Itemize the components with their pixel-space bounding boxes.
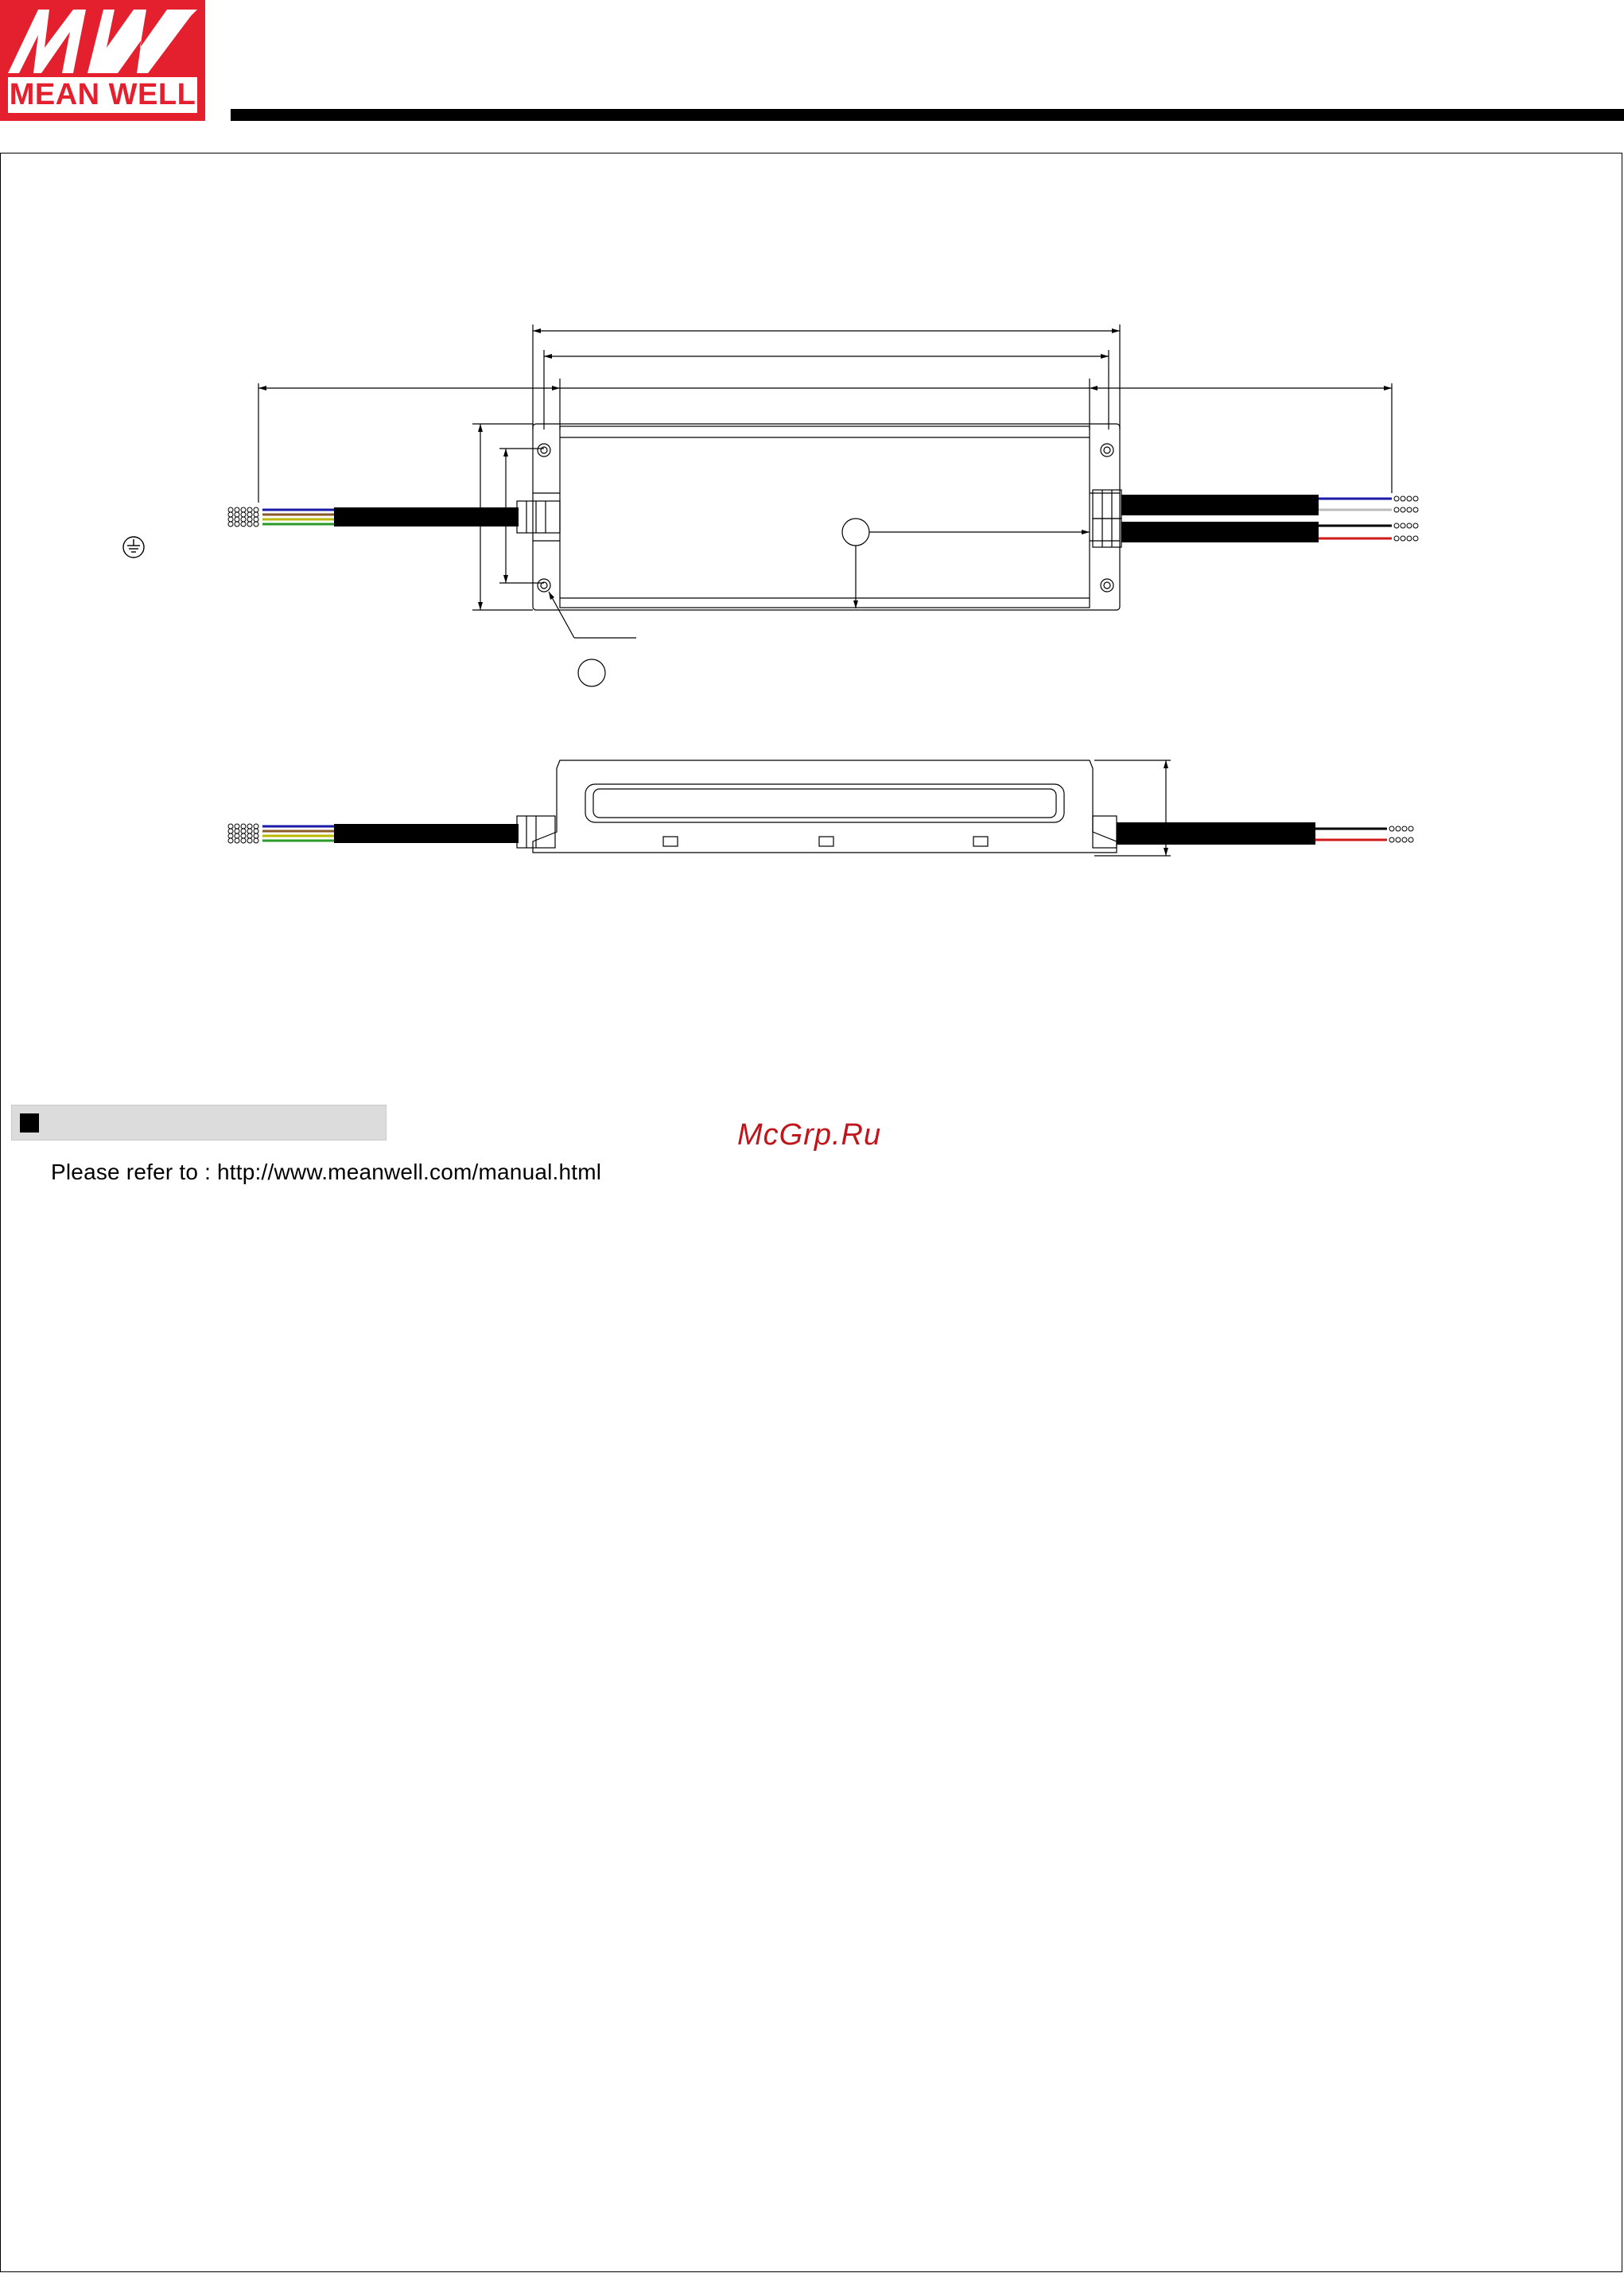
mechanical-drawing	[0, 0, 1624, 954]
output-cable-side	[1117, 822, 1315, 845]
earth-ground-icon	[123, 537, 144, 558]
section-bullet-icon	[20, 1113, 39, 1133]
input-cable-top	[334, 507, 519, 526]
manual-reference: Please refer to : http://www.meanwell.com/manual.html	[51, 1160, 602, 1184]
watermark: McGrp.Ru	[737, 1118, 882, 1152]
output-cable-top-a	[1121, 495, 1319, 515]
input-cable-side	[334, 824, 519, 843]
logo-wordmark: MEAN WELL	[9, 78, 196, 111]
output-cable-top-b	[1121, 522, 1319, 542]
section-header	[11, 1105, 387, 1140]
